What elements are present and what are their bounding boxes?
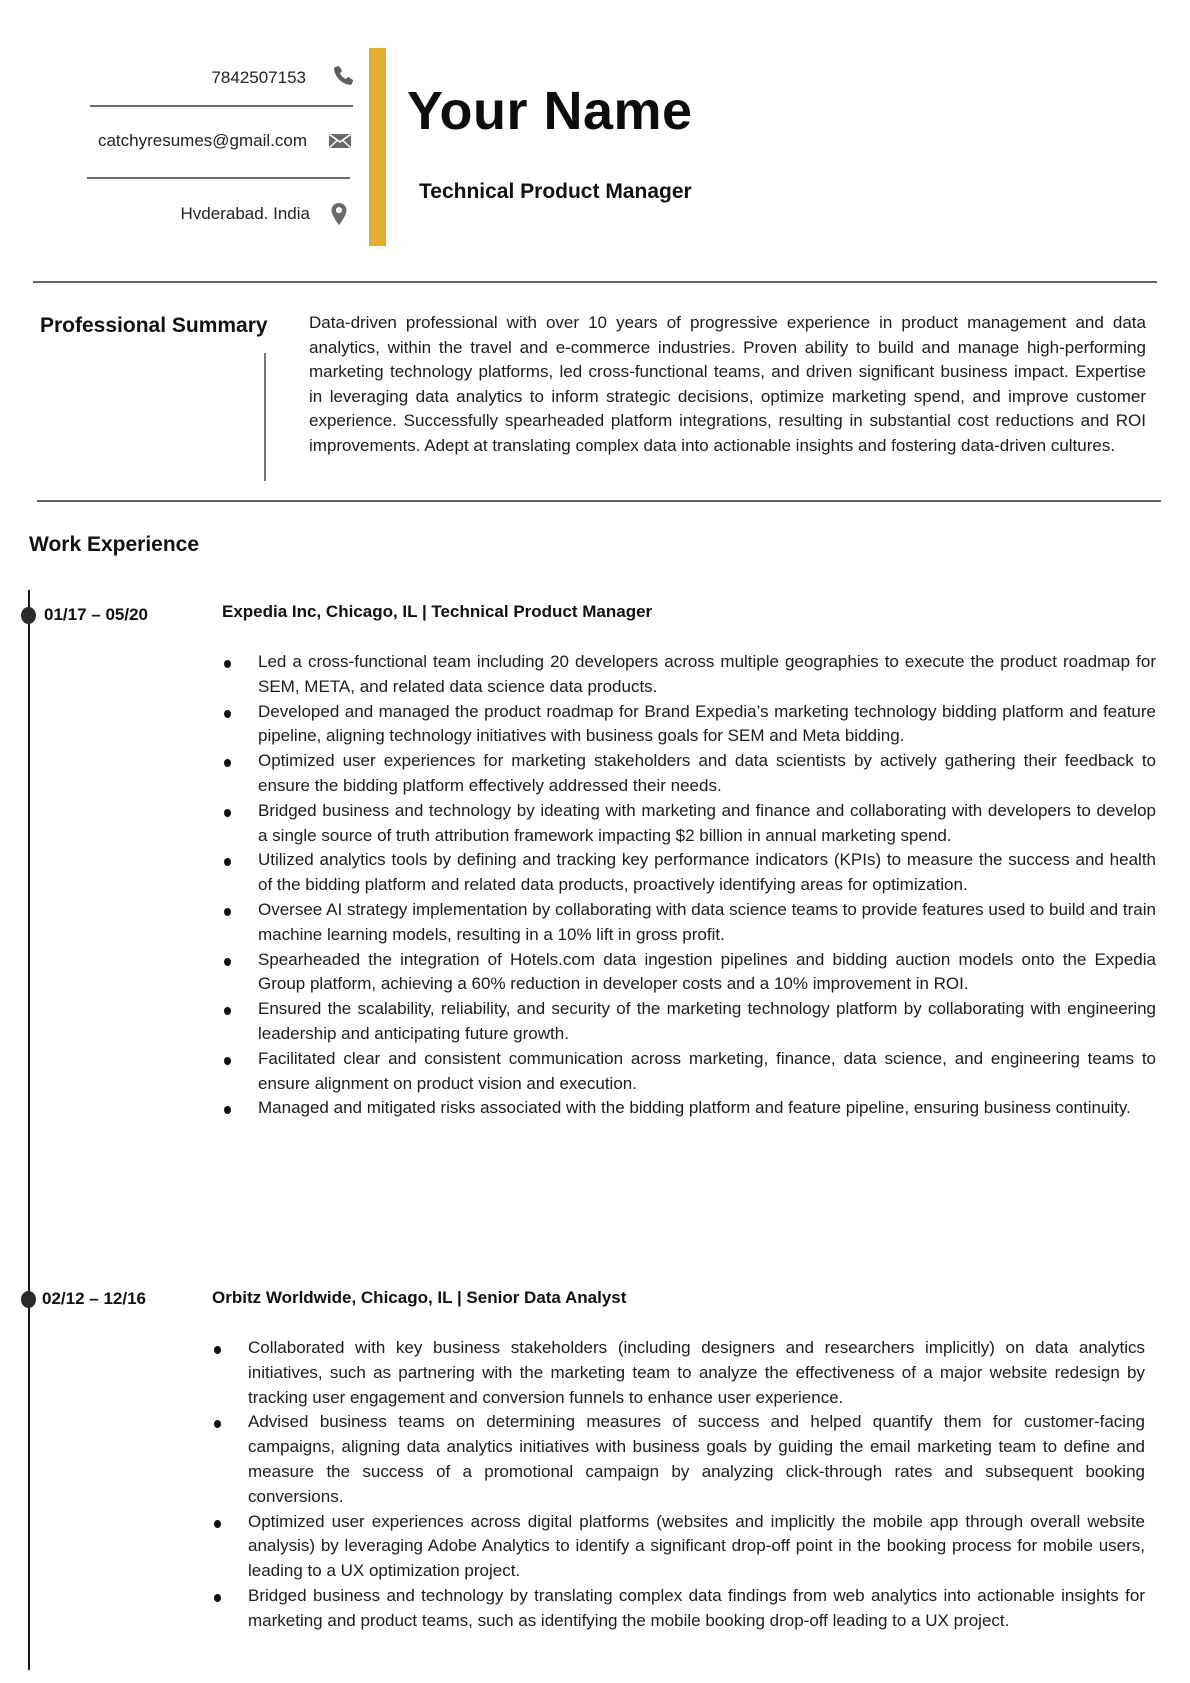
bullet-item: Oversee AI strategy implementation by collaborating with data science teams to provide features used to build and train machine learning models, resulting in a 10% lift in gross profit.	[222, 898, 1156, 948]
bullet-item: Optimized user experiences for marketing stakeholders and data scientists by actively gathering their feedback to ensure the bidding platform effectively addressed their needs.	[222, 749, 1156, 799]
job-dates: 02/12 – 12/16	[42, 1289, 146, 1308]
bullet-item: Developed and managed the product roadmap for Brand Expedia’s marketing technology bidding platform and feature pipeline, aligning technology initiatives with business goals for SEM and Meta bidding.	[222, 700, 1156, 750]
phone-number: 7842507153	[211, 68, 306, 87]
accent-bar	[369, 48, 386, 246]
envelope-icon	[328, 129, 352, 153]
bullet-icon	[214, 1520, 221, 1528]
bullet-icon	[224, 858, 231, 866]
job-bullets	[222, 650, 1156, 1121]
bullet-item: Bridged business and technology by ideating with marketing and finance and collaborating with developers to develop a single source of truth attribution framework impacting $2 billion in annual marketing spend.	[222, 799, 1156, 849]
section-divider	[37, 500, 1161, 502]
job-dates: 01/17 – 05/20	[44, 605, 148, 624]
bullet-item: Utilized analytics tools by defining and tracking key performance indicators (KPIs) to measure the success and health of the bidding platform and related data products, proactively identifying areas for optimization.	[222, 848, 1156, 898]
bullet-item: Led a cross-functional team including 20 developers across multiple geographies to execute the product roadmap for SEM, META, and related data science data products.	[222, 650, 1156, 700]
bullet-icon	[214, 1594, 221, 1602]
bullet-item: Optimized user experiences across digital platforms (websites and implicitly the mobile app through overall website analysis) by leveraging Adobe Analytics to identify a significant drop-off point in the booking process for mobile users, leading to a UX optimization project.	[212, 1510, 1145, 1584]
summary-text: Data-driven professional with over 10 years of progressive experience in product management and data analytics, within the travel and e-commerce industries. Proven ability to build and manage high-performing marketing technology platforms, led cross-functional teams, and driven significant business impact. Expertise in leveraging data analytics to inform strategic decisions, optimize marketing spend, and improve customer experience. Successfully spearheaded platform integrations, resulting in substantial cost reductions and ROI improvements. Adept at translating complex data into actionable insights and fostering data-driven cultures.	[309, 313, 1146, 455]
timeline-dot	[21, 607, 36, 624]
bullet-item: Facilitated clear and consistent communication across marketing, finance, data science, and engineering teams to ensure alignment on product vision and execution.	[222, 1047, 1156, 1097]
location: Hvderabad. India	[180, 204, 310, 223]
bullet-icon	[224, 809, 231, 817]
section-divider	[33, 281, 1157, 283]
timeline-line	[28, 590, 30, 1670]
phone-icon	[331, 64, 355, 88]
contact-divider	[90, 105, 353, 107]
map-pin-icon	[327, 202, 351, 226]
bullet-item: Collaborated with key business stakeholders (including designers and researchers implicitly) on data analytics initiatives, such as partnering with the marketing team to analyze the effectiveness of a major website redesign by tracking user engagement and conversion funnels to enhance user experience.	[212, 1336, 1145, 1410]
bullet-icon	[214, 1346, 221, 1354]
bullet-item: Bridged business and technology by translating complex data findings from web analytics into actionable insights for marketing and product teams, such as identifying the mobile booking drop-off leading to a UX project.	[212, 1584, 1145, 1634]
bullet-item: Advised business teams on determining measures of success and helped quantify them for customer-facing campaigns, aligning data analytics initiatives with business goals by guiding the email marketing team to define and measure the success of a promotional campaign by analyzing click-through rates and subsequent booking conversions.	[212, 1410, 1145, 1509]
bullet-icon	[224, 958, 231, 966]
candidate-title: Technical Product Manager	[419, 180, 692, 203]
bullet-item: Ensured the scalability, reliability, and security of the marketing technology platform by collaborating with engineering leadership and anticipating future growth.	[222, 997, 1156, 1047]
bullet-icon	[224, 759, 231, 767]
summary-heading: Professional Summary	[40, 314, 268, 337]
job-title: Expedia Inc, Chicago, IL | Technical Product Manager	[222, 602, 653, 621]
bullet-icon	[224, 1007, 231, 1015]
bullet-icon	[224, 1057, 231, 1065]
contact-divider	[87, 177, 350, 179]
bullet-icon	[224, 908, 231, 916]
summary-vertical-rule	[264, 353, 266, 481]
bullet-icon	[214, 1420, 221, 1428]
bullet-item: Managed and mitigated risks associated with the bidding platform and feature pipeline, ensuring business continuity.	[222, 1096, 1156, 1121]
experience-heading: Work Experience	[29, 533, 200, 556]
timeline-dot	[21, 1291, 36, 1308]
bullet-item: Spearheaded the integration of Hotels.com data ingestion pipelines and bidding auction models onto the Expedia Group platform, achieving a 60% reduction in developer costs and a 10% improvement in ROI.	[222, 948, 1156, 998]
bullet-icon	[224, 660, 231, 668]
job-title: Orbitz Worldwide, Chicago, IL | Senior Data Analyst	[212, 1288, 627, 1307]
email-address: catchyresumes@gmail.com	[97, 131, 307, 150]
bullet-icon	[224, 1106, 231, 1114]
candidate-name: Your Name	[407, 81, 693, 141]
bullet-icon	[224, 710, 231, 718]
job-bullets	[212, 1336, 1145, 1634]
